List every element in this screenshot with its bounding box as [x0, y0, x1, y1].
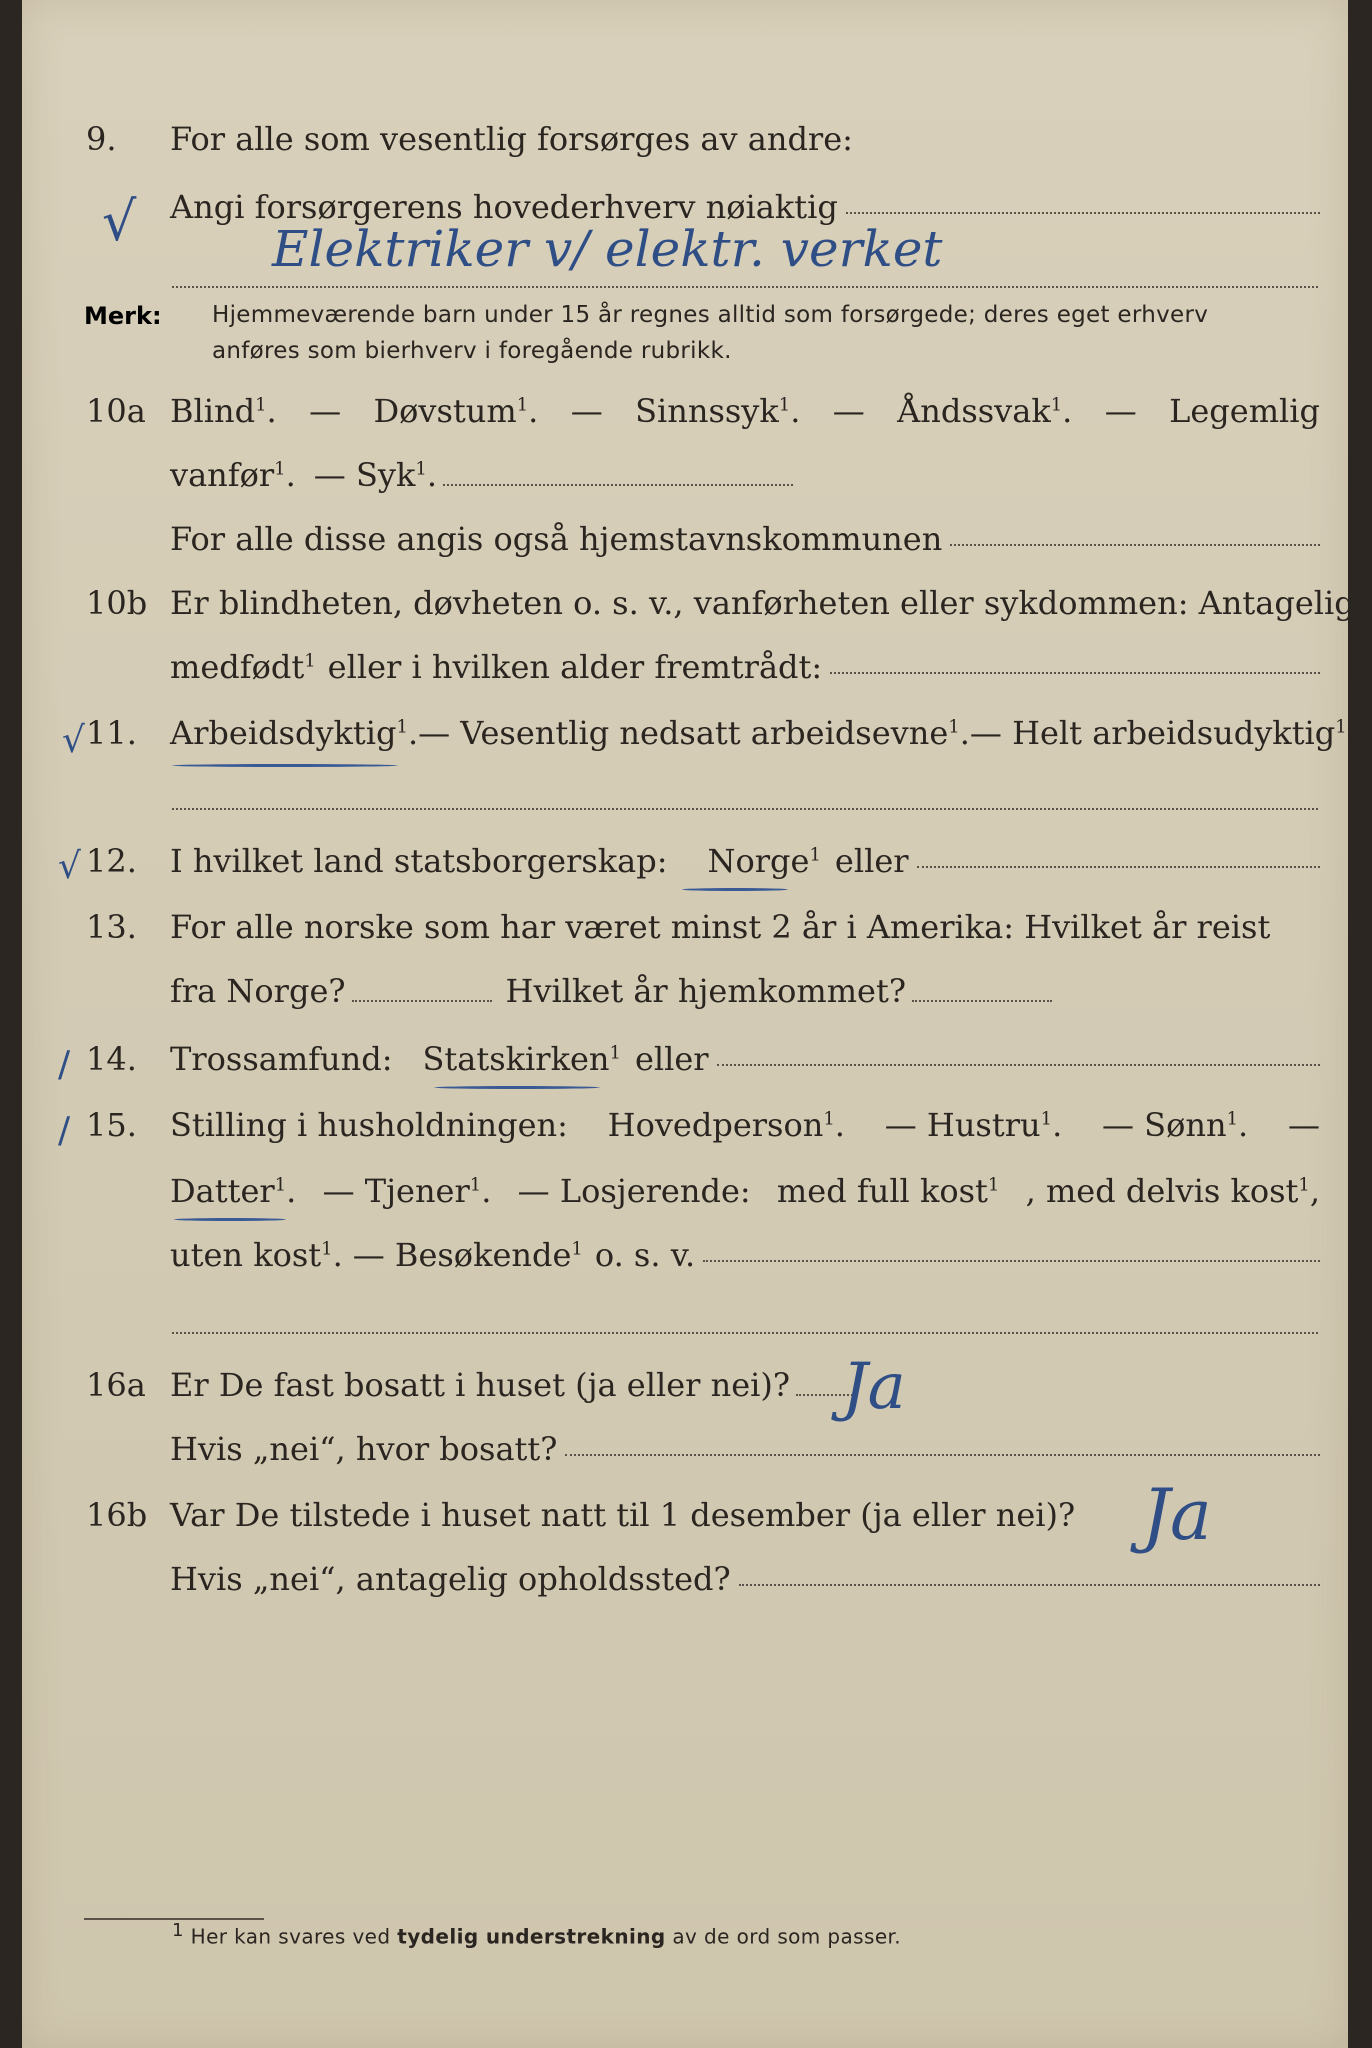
- q12-number: 12.: [86, 842, 137, 880]
- q16b-text: Var De tilstede i huset natt til 1 desember (ja eller nei)?: [170, 1496, 1076, 1534]
- q10a-answer-field[interactable]: [443, 484, 793, 486]
- q14-number: 14.: [86, 1040, 137, 1078]
- hjemstavn-field[interactable]: [950, 544, 1320, 546]
- q9-text: For alle som vesentlig forsørges av andre:: [170, 120, 853, 158]
- losjerende-label: — Losjerende:: [517, 1172, 751, 1210]
- footnote: $^1$ Her kan svares ved tydelig understrekning av de ord som passer.: [172, 1920, 902, 1949]
- checkmark-icon: /: [58, 1110, 71, 1151]
- q10a-number: 10a: [86, 392, 146, 430]
- q10b-answer-field[interactable]: [830, 672, 1320, 674]
- q9-answer-line[interactable]: [172, 286, 1318, 288]
- q10b-number: 10b: [86, 584, 148, 622]
- q10a-hjemstavn-prompt: For alle disse angis også hjemstavnskommunen: [170, 520, 943, 558]
- checkmark-icon: √: [62, 720, 85, 761]
- option-sonn[interactable]: — Sønn$^1$.: [1102, 1106, 1249, 1144]
- q15-answer-field[interactable]: [703, 1260, 1320, 1262]
- q15-line3: [22, 1236, 1348, 1292]
- q10a-line3: [22, 520, 1348, 576]
- q16b-line2: [22, 1560, 1348, 1616]
- merk-note-line1: Hjemmeværende barn under 15 år regnes alltid som forsørgede; deres eget erhverv: [212, 302, 1209, 328]
- q14-text: Trossamfund:: [170, 1040, 393, 1078]
- q16a-line1: [22, 1366, 1348, 1422]
- option-norge[interactable]: Norge$^1$: [707, 842, 821, 880]
- option-syk[interactable]: — Syk$^1$.: [313, 456, 437, 494]
- q10a-line2: [22, 456, 1348, 512]
- q16b-opholdssted-field[interactable]: [739, 1584, 1320, 1586]
- option-udyktig[interactable]: — Helt arbeidsudyktig$^1$.: [969, 714, 1357, 752]
- checkmark-icon: √: [102, 190, 137, 253]
- q13-reist-prompt: fra Norge?: [170, 972, 346, 1010]
- census-form-page: [22, 0, 1357, 2048]
- checkmark-icon: /: [58, 1044, 71, 1085]
- q16a-text: Er De fast bosatt i huset (ja eller nei)?: [170, 1366, 791, 1404]
- q10b-line1: [22, 584, 1355, 640]
- q10b-line2: [22, 648, 1348, 704]
- checkmark-icon: √: [58, 846, 81, 887]
- q16a-number: 16a: [86, 1366, 146, 1404]
- q15-osv: o. s. v.: [594, 1236, 696, 1274]
- q16b-number: 16b: [86, 1496, 148, 1534]
- q11-line: [22, 714, 1357, 770]
- option-hovedperson[interactable]: Hovedperson$^1$.: [607, 1106, 845, 1144]
- option-full-kost[interactable]: med full kost$^1$: [776, 1172, 1000, 1210]
- q12-eller: eller: [834, 842, 909, 880]
- q14-line: [22, 1040, 1348, 1096]
- option-besokende[interactable]: — Besøkende$^1$: [352, 1236, 583, 1274]
- q12-text: I hvilket land statsborgerskap:: [170, 842, 668, 880]
- q9-handwritten-answer: Elektriker v/ elektr. verket: [272, 220, 943, 278]
- option-tjener[interactable]: — Tjener$^1$.: [322, 1172, 492, 1210]
- merk-label: Merk:: [84, 302, 162, 330]
- q9-answer-field[interactable]: [846, 212, 1320, 214]
- q16b-prompt: Hvis „nei“, antagelig opholdssted?: [170, 1560, 731, 1598]
- q10a-line1: 10a Blind$^1$. — Døvstum$^1$. — Sinnssyk$^1$. — Åndssvak$^1$. — Legemlig: [86, 392, 1320, 430]
- option-sinnssyk[interactable]: Sinnssyk$^1$.: [635, 392, 801, 430]
- q9-number: 9.: [86, 120, 117, 158]
- option-uten-kost[interactable]: uten kost$^1$.: [170, 1236, 343, 1274]
- q13-number: 13.: [86, 908, 137, 946]
- q16a-handwritten-answer: Ja: [842, 1350, 906, 1424]
- option-delvis-kost[interactable]: , med delvis kost$^1$,: [1025, 1172, 1320, 1210]
- option-andssvak[interactable]: Åndssvak$^1$.: [897, 392, 1073, 430]
- option-nedsatt[interactable]: — Vesentlig nedsatt arbeidsevne$^1$.: [418, 714, 970, 752]
- q13-line2: [22, 972, 1348, 1028]
- q15-text: Stilling i husholdningen:: [170, 1106, 568, 1144]
- q10b-text: Er blindheten, døvheten o. s. v., vanførheten eller sykdommen: Antagelig: [170, 584, 1355, 622]
- underline-norge: [682, 888, 788, 891]
- option-medfodt[interactable]: medfødt$^1$: [170, 648, 316, 686]
- merk-note-line2: anføres som bierhverv i foregående rubrikk.: [212, 338, 732, 364]
- q14-answer-field[interactable]: [717, 1064, 1320, 1066]
- q13-text: For alle norske som har været minst 2 år i Amerika: Hvilket år reist: [170, 908, 1271, 946]
- underline-statskirken: [434, 1086, 600, 1089]
- q16b-handwritten-answer: Ja: [1142, 1474, 1212, 1556]
- option-statskirken[interactable]: Statskirken$^1$: [422, 1040, 621, 1078]
- underline-datter: [174, 1218, 286, 1221]
- q13-line1: [22, 908, 1348, 964]
- q15-answer-line[interactable]: [172, 1332, 1318, 1334]
- q14-eller: eller: [634, 1040, 709, 1078]
- q16a-bosatt-field[interactable]: [565, 1454, 1320, 1456]
- option-legemlig[interactable]: Legemlig: [1169, 392, 1320, 430]
- q11-number: 11.: [86, 714, 137, 752]
- q15-line1: 15. Stilling i husholdningen: Hovedperson$^1$. — Hustru$^1$. — Sønn$^1$. —: [86, 1106, 1320, 1144]
- q11-answer-line[interactable]: [172, 808, 1318, 810]
- reist-year-field[interactable]: [352, 1000, 492, 1002]
- q16a-prompt: Hvis „nei“, hvor bosatt?: [170, 1430, 558, 1468]
- option-datter[interactable]: Datter$^1$.: [170, 1172, 297, 1210]
- option-dovstum[interactable]: Døvstum$^1$.: [373, 392, 539, 430]
- q9-line1: [22, 120, 1348, 176]
- q13-hjemkommet-prompt: Hvilket år hjemkommet?: [505, 972, 906, 1010]
- option-blind[interactable]: Blind$^1$.: [170, 392, 277, 430]
- underline-arbeidsdyktig: [172, 764, 398, 767]
- q10b-prompt: eller i hvilken alder fremtrådt:: [327, 648, 823, 686]
- option-hustru[interactable]: — Hustru$^1$.: [884, 1106, 1063, 1144]
- hjemkommet-year-field[interactable]: [912, 1000, 1052, 1002]
- q15-number: 15.: [86, 1106, 137, 1144]
- q12-answer-field[interactable]: [917, 866, 1320, 868]
- option-vanfor[interactable]: vanfør$^1$.: [170, 456, 296, 494]
- option-arbeidsdyktig[interactable]: Arbeidsdyktig$^1$.: [170, 714, 419, 752]
- q9-prompt: Angi forsørgerens hovederhverv nøiaktig: [170, 188, 838, 226]
